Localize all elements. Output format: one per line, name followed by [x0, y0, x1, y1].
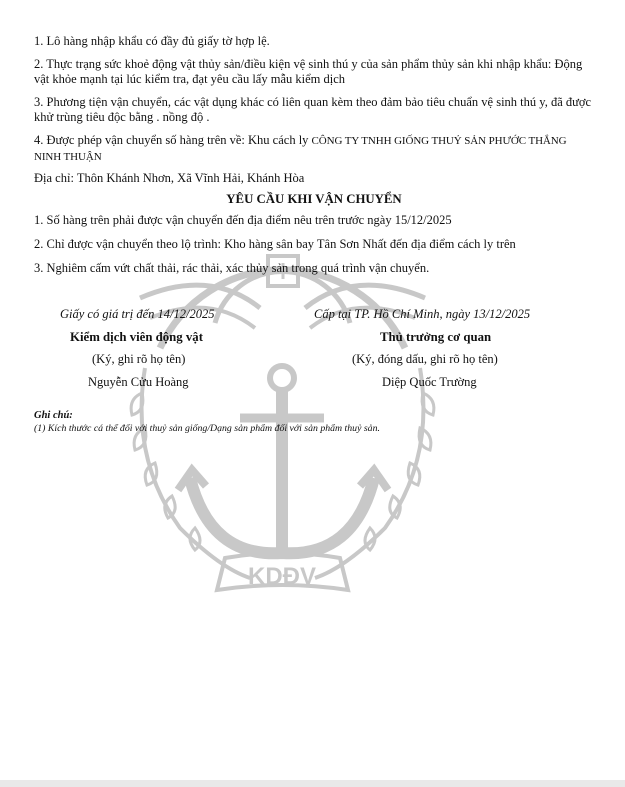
condition-2: 2. Thực trạng sức khoẻ động vật thủy sản/điều kiện vệ sinh thú y của sản phẩm thủy sản khi nhập khẩu: Động vật khỏe mạnh tại lúc kiểm tra, đạt yêu cầu lấy mẫu kiểm dịch — [34, 57, 583, 86]
quarantine-address: Địa chỉ: Thôn Khánh Nhơn, Xã Vĩnh Hải, Khánh Hòa — [34, 171, 305, 185]
notes-text: (1) Kích thước cá thể đối với thuỷ sản giống/Dạng sản phẩm đối với sản phẩm thuỷ sản. — [34, 423, 380, 434]
requirement-1: 1. Số hàng trên phải được vận chuyển đến địa điểm nêu trên trước ngày 15/12/2025 — [34, 213, 452, 227]
requirement-2: 2. Chỉ được vận chuyển theo lộ trình: Kho hàng sân bay Tân Sơn Nhất đến địa điểm cách ly trên — [34, 237, 516, 251]
validity-date: Giấy có giá trị đến 14/12/2025 — [60, 307, 215, 321]
signer-left-note: (Ký, ghi rõ họ tên) — [92, 352, 186, 366]
condition-3: 3. Phương tiện vận chuyển, các vật dụng khác có liên quan kèm theo đảm bảo tiêu chuẩn vệ sinh thú y, đã được khử trùng tiêu độc bằng . nồng độ . — [34, 95, 592, 124]
requirement-3: 3. Nghiêm cấm vứt chất thải, rác thải, xác thủy sản trong quá trình vận chuyển. — [34, 261, 430, 275]
signer-left-title: Kiểm dịch viên động vật — [70, 330, 203, 344]
requirements-heading: YÊU CẦU KHI VẬN CHUYỂN — [226, 192, 402, 206]
document-body — [34, 34, 594, 276]
quarantine-company-name: CÔNG TY TNHH GIỐNG THUỶ SẢN PHƯỚC THẮNG NINH THUẬN — [34, 135, 567, 163]
signer-right-title: Thủ trưởng cơ quan — [380, 330, 492, 344]
signer-right-note: (Ký, đóng dấu, ghi rõ họ tên) — [352, 352, 498, 366]
kddv-watermark-emblem — [120, 228, 445, 598]
condition-4-text: 4. Được phép vận chuyển số hàng trên về: Khu cách ly — [34, 133, 312, 147]
notes-label: Ghi chú: — [34, 410, 73, 421]
watermark-label: KDĐV — [247, 563, 317, 590]
signer-right-name: Diệp Quốc Trường — [382, 375, 477, 389]
condition-4 — [34, 133, 594, 165]
condition-1: 1. Lô hàng nhập khẩu có đầy đủ giấy tờ hợp lệ. — [34, 34, 270, 48]
signer-left-name: Nguyễn Cửu Hoàng — [88, 375, 189, 389]
page-bottom-edge — [0, 780, 625, 787]
issued-place-date: Cấp tại TP. Hồ Chí Minh, ngày 13/12/2025 — [314, 307, 531, 321]
